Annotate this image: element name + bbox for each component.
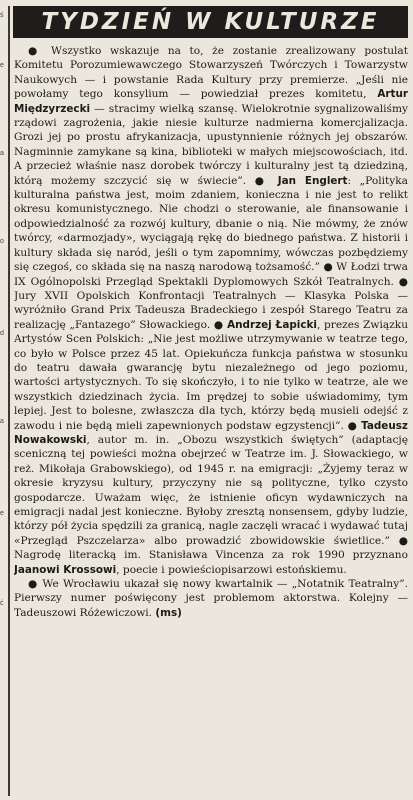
left-margin-scraps [0, 0, 7, 800]
bold-name: Jaanowi Krossowi [14, 563, 117, 576]
margin-scrap: a [0, 150, 4, 157]
margin-scrap: e [0, 62, 4, 69]
bullet-icon: ● [213, 318, 224, 331]
bold-name: (ms) [155, 606, 182, 619]
text-run: W Łodzi trwa IX Ogólnopolski Przegląd Spektakli Dyplomowych Szkół Teatralnych. [14, 261, 408, 288]
margin-scrap: ć [0, 600, 4, 607]
text-run [269, 175, 278, 187]
text-run: , autor m. in. „Obozu wszystkich świętych” (adaptację sceniczną tej powieści można obejrzeć w Teatrze im. J. Słowackiego, w reż. Mikołaja Grabowskiego), od 1945 r. na emigracji: „Żyjemy teraz w okresie kryzysu kultury, przyczyny nie są polityczne, tylko czysto gospodarcze. Uważam więc, że istnienie oficyn wydawniczych na emigracji nadal jest konieczne. Byłoby zresztą nonsensem, gdyby ludzie, którzy pół życia spędzili za granicą, nagle zaczęli wracać i wydawać tutaj «Przegląd Pszczelarza» albo prowadzić zbowidowskie świetlice.” [14, 433, 408, 547]
bullet-icon: ● [28, 45, 43, 57]
text-run: — stracimy wielką szansę. Wielokrotnie sygnalizowaliśmy rządowi zagrożenia, jakie niesie kulturze nadmierna komercjalizacja. Grozi jej po prostu afrykanizacja, upustynnienie różnych jej obszarów. Nagminnie zamykane są kina, biblioteki w małych miejscowościach, itd. A przecież właśnie nasz dorobek twórczy i kulturalny jest tą dziedziną, którą możemy szczycić się w świecie”. [14, 102, 408, 187]
margin-scrap: ś [0, 12, 4, 19]
text-run: , prezes Związku Artystów Scen Polskich: „Nie jest możliwe utrzymywanie w teatrze tego, co było w Polsce przez 45 lat. Opiekuńcza funkcja państwa w stosunku do teatru dawała gwarancję bytu niezależnego od jego poziomu, wartości artystycznych. To się skończyło, i to nie tylko w teatrze, ale we wszystkich dziedzinach życia. Im prędzej to sobie uświadomimy, tym lepiej. Jest to bolesne, zwłaszcza dla tych, którzy będą musieli odejść z zawodu i nie będą mieli zapewnionych podstaw egzystencji”. [14, 318, 408, 432]
text-run: , poecie i powieściopisarzowi estońskiemu. [116, 563, 347, 576]
text-run: We Wrocławiu ukazał się nowy kwartalnik — „Notatnik Teatralny”. Pierwszy numer poświęcony jest problemom aktorstwa. Kolejny — Tadeuszowi Różewiczowi. [14, 578, 408, 619]
text-run: Wszystko wskazuje na to, że zostanie zrealizowany postulat Komitetu Porozumiewawczego Stowarzyszeń Twórczych i Towarzystw Naukowych — i powstanie Rada Kultury przy premierze. „Jeśli nie powołamy tego konsylium — powiedział prezes komitetu, [14, 45, 408, 101]
column-header [13, 6, 408, 38]
bold-name: Jan Englert [277, 174, 348, 187]
article-paragraph [14, 577, 408, 620]
bullet-icon: ● [28, 578, 39, 591]
article-body [14, 44, 408, 796]
left-border-rule [8, 6, 10, 796]
bullet-icon: ● [254, 174, 270, 187]
bullet-icon: ● [323, 261, 333, 274]
bullet-icon: ● [347, 419, 358, 432]
bold-name: Artur Międzyrzecki [14, 88, 408, 115]
text-run: Nagrodę literacką im. Stanisława Vincenza za rok 1990 przyznano [14, 549, 408, 562]
article-paragraph [14, 44, 408, 577]
margin-scrap: o [0, 238, 4, 245]
margin-scrap: a [0, 418, 4, 425]
bullet-icon: ● [398, 534, 408, 547]
text-run: : „Polityka kulturalna państwa jest, moim zdaniem, konieczna i nie jest to relikt okresu komunistycznego. Nie chodzi o sterowanie, ale finansowanie i odpowiedzialność za rozwój kultury, dbanie o nią. Nie mówmy, że znów twórcy, «darmozjady», wyciągają rękę do biednego państwa. Z historii i kultury składa się naród, jeśli o tym zapomnimy, wówczas pozbędziemy się czegoś, co składa się na naszą narodową tożsamość.” [14, 174, 408, 274]
margin-scrap: d [0, 330, 4, 337]
bold-name: Andrzej Łapicki [227, 318, 317, 331]
bold-name: Tadeusz Nowakowski [14, 419, 408, 446]
margin-scrap: e [0, 510, 4, 517]
column-title: TYDZIEŃ W KULTURZE [41, 9, 380, 35]
bullet-icon: ● [398, 275, 408, 288]
text-run: Jury XVII Opolskich Konfrontacji Teatralnych — Klasyka Polska — wyróżniło Grand Prix Tadeusza Bradeckiego i zespół Starego Teatru za realizację „Fantazego” Słowackiego. [14, 289, 408, 331]
